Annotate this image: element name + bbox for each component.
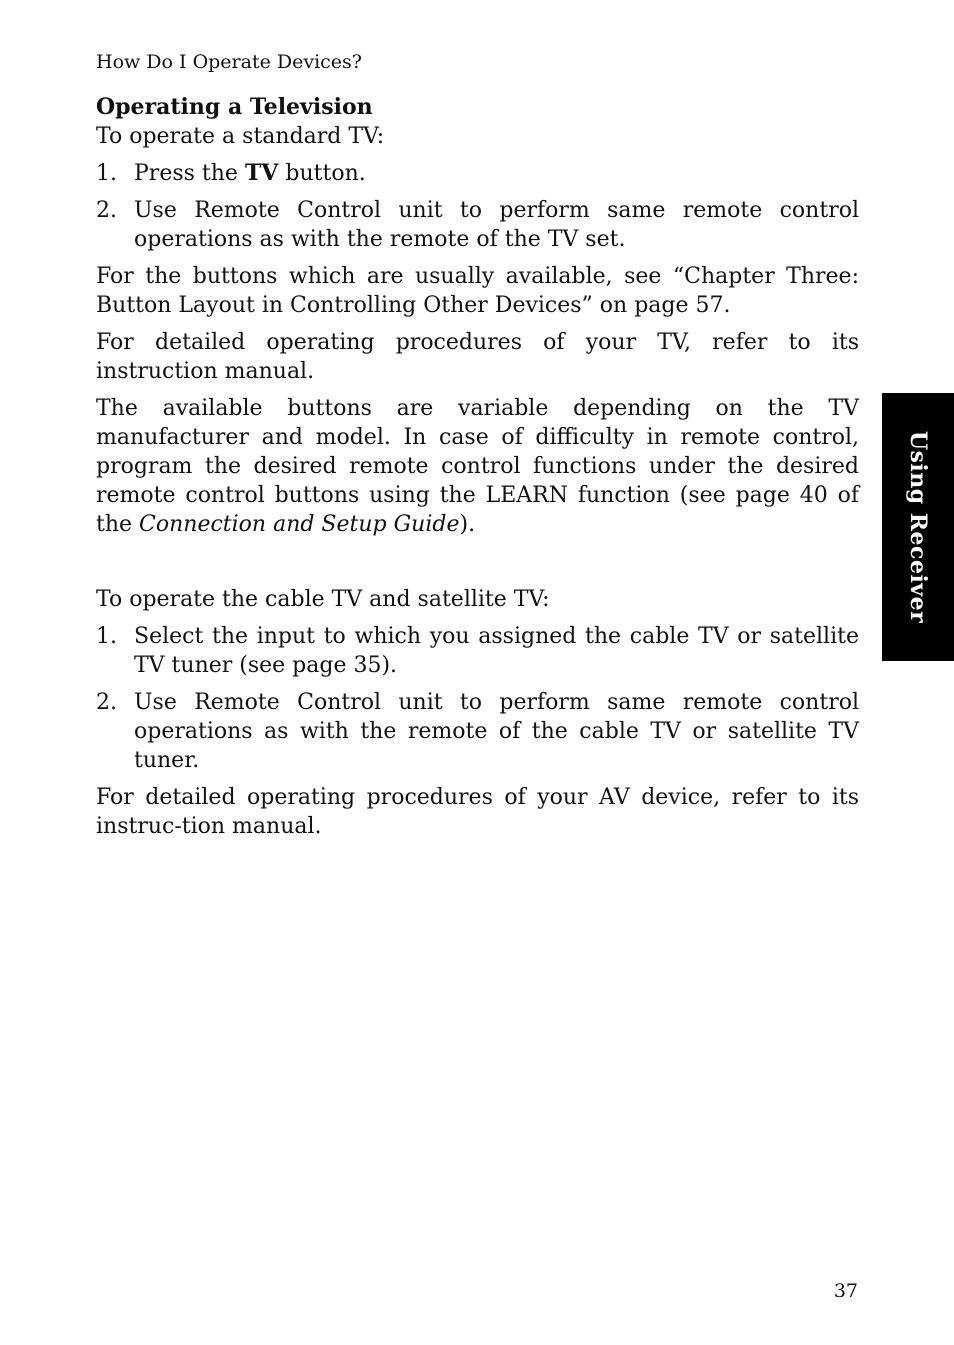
step-text-pre: Press the: [134, 161, 245, 186]
step-number: 1.: [96, 624, 117, 649]
step-text: Select the input to which you assigned the cable TV or satellite TV tuner (see page 35).: [134, 624, 859, 678]
running-head: How Do I Operate Devices?: [96, 51, 362, 73]
step-number: 2.: [96, 198, 117, 223]
cable-intro: To operate the cable TV and satellite TV:: [96, 587, 550, 612]
list-item: [96, 196, 859, 254]
list-item: [96, 159, 859, 188]
step-text: Use Remote Control unit to perform same remote control operations as with the remote of the TV set.: [134, 198, 859, 252]
list-item: [96, 622, 859, 680]
av-manual-paragraph: For detailed operating procedures of your AV device, refer to its instruc-tion manual.: [96, 785, 859, 839]
section-gap: [96, 547, 859, 585]
step-text: Use Remote Control unit to perform same remote control operations as with the remote of the cable TV or satellite TV tuner.: [134, 690, 859, 773]
page-content: [96, 92, 859, 849]
learn-text-end: ).: [459, 512, 476, 537]
step-text-post: button.: [278, 161, 366, 186]
chapter-tab: [882, 393, 954, 661]
step-number: 1.: [96, 161, 117, 186]
tv-intro: To operate a standard TV:: [96, 124, 385, 149]
tv-button-label: TV: [244, 160, 279, 186]
cable-steps: [96, 622, 859, 775]
buttons-reference-paragraph: For the buttons which are usually available, see “Chapter Three: Button Layout in Controlling Other Devices” on page 57.: [96, 264, 859, 318]
page-number: 37: [833, 1280, 858, 1302]
section-title: Operating a Television: [96, 94, 373, 120]
manual-reference-paragraph: For detailed operating procedures of your TV, refer to its instruction manual.: [96, 330, 859, 384]
learn-text: The available buttons are variable depending on the TV manufacturer and model. In case of difficulty in remote control, program the desired remote control functions under the desired remote control buttons using the LEARN function (see page 40 of the: [96, 396, 859, 537]
chapter-tab-label: Using Receiver: [905, 430, 931, 624]
learn-function-paragraph: [96, 394, 859, 539]
guide-title: Connection and Setup Guide: [139, 512, 460, 537]
tv-steps: [96, 159, 859, 254]
list-item: [96, 688, 859, 775]
step-number: 2.: [96, 690, 117, 715]
